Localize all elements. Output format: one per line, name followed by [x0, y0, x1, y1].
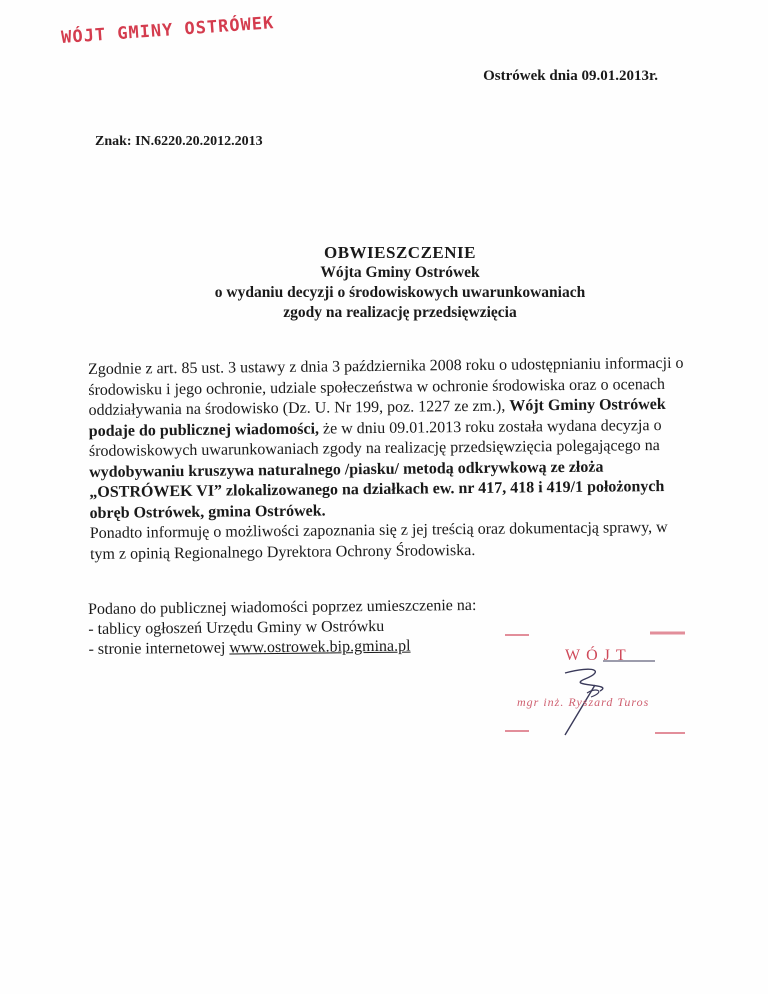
announcement-body: [88, 354, 690, 565]
document-heading: [120, 242, 680, 323]
document-date: Ostrówek dnia 09.01.2013r.: [483, 68, 658, 84]
heading-issuer: Wójta Gminy Ostrówek: [320, 264, 480, 281]
signature-title: WÓJT: [565, 647, 632, 664]
heading-subject: o wydaniu decyzji o środowiskowych uwarunkowaniach: [214, 284, 586, 301]
body-info-paragraph: Ponadto informuję o możliwości zapoznania się z jej treścią oraz dokumentacją sprawy, w tym z opinią Regionalnego Dyrektora Ochrony Środowiska.: [89, 518, 668, 563]
body-announcement-bold: Wójt Gminy Ostrówek podaje do publicznej wiadomości,: [88, 395, 666, 440]
body-paragraph: [88, 354, 690, 524]
signature-name: mgr inż. Ryszard Turos: [517, 695, 650, 709]
body-decision: że w dniu 09.01.2013 roku została wydana decyzja o środowiskowych uwarunkowaniach zgody na realizację przedsięwzięcia polegającego na: [88, 416, 662, 460]
notice-intro: Podano do publicznej wiadomości poprzez umieszczenie na:: [88, 596, 477, 618]
signature-scribble-icon: [495, 625, 695, 745]
heading-title: OBWIESZCZENIE: [324, 243, 476, 262]
reference-number: Znak: IN.6220.20.2012.2013: [95, 134, 263, 149]
website-link[interactable]: www.ostrowek.bip.gmina.pl: [229, 637, 411, 657]
office-stamp: WÓJT GMINY OSTRÓWEK: [60, 13, 275, 49]
body-project-bold: wydobywaniu kruszywa naturalnego /piasku/ metodą odkrywkową ze złoża „OSTRÓWEK VI” zlokalizowanego na działkach ew. nr 417, 418 i 419/1 położonych obręb Ostrówek, gmina Ostrówek.: [89, 458, 665, 522]
heading-subject-cont: zgody na realizację przedsięwzięcia: [283, 304, 517, 321]
notice-item-board: - tablicy ogłoszeń Urzędu Gminy w Ostrówku: [88, 617, 385, 638]
body-legal-basis: Zgodnie z art. 85 ust. 3 ustawy z dnia 3 października 2008 roku o udostępnianiu informacji o środowisku i jego ochronie, udziale społeczeństwa w ochronie środowiska oraz o ocenach oddziaływania na środowisko (Dz. U. Nr 199, poz. 1227 ze zm.),: [88, 354, 684, 419]
signature-stamp: [495, 625, 695, 745]
notice-website-prefix: - stronie internetowej: [88, 639, 230, 658]
